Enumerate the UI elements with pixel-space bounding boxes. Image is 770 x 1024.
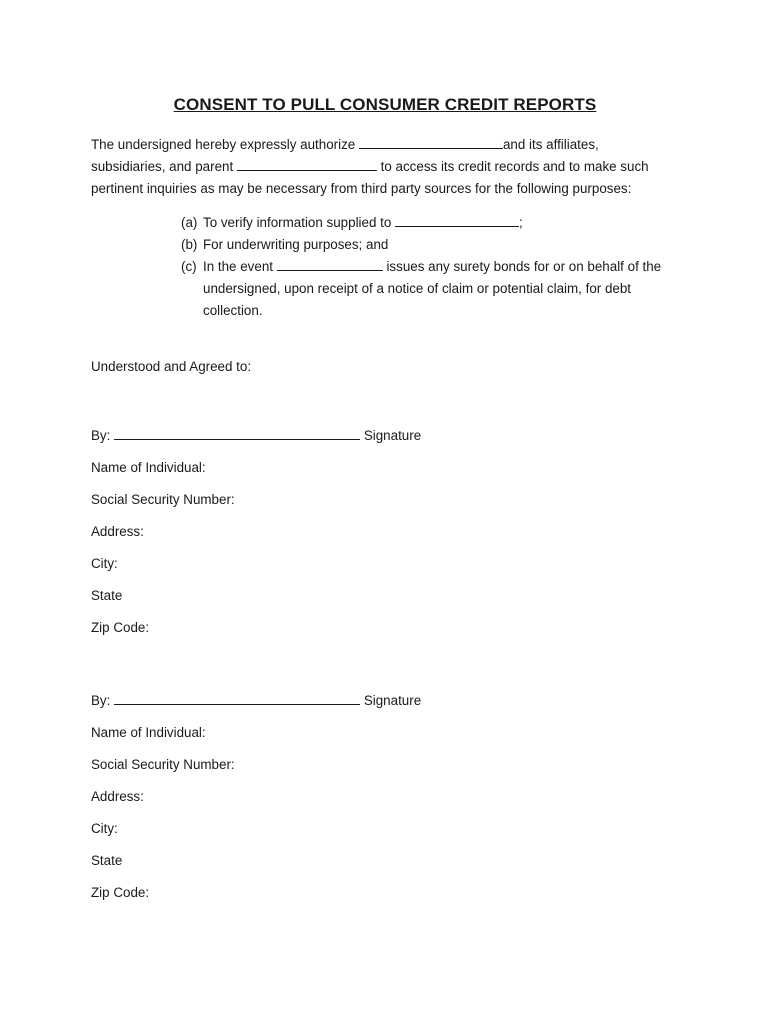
state-label: State [91, 853, 123, 868]
purpose-text: issues any surety bonds for or on behalf of the [386, 259, 662, 274]
intro-text: and its affiliates, [502, 137, 599, 152]
by-label: By: [91, 693, 111, 708]
list-item [181, 234, 701, 256]
intro-text: to access its credit records and to make such [380, 159, 649, 174]
supplied-to-blank[interactable] [395, 212, 519, 227]
intro-text: The undersigned hereby expressly authorize [91, 137, 356, 152]
purpose-text: ; [519, 215, 523, 230]
purpose-text: In the event [203, 259, 273, 274]
list-item [181, 256, 701, 322]
signature-block-2 [91, 690, 591, 914]
address-label: Address: [91, 524, 144, 539]
signature-blank[interactable] [114, 690, 360, 705]
intro-text: subsidiaries, and parent [91, 159, 234, 174]
list-item-label: (c) [181, 259, 197, 274]
zip-code-label: Zip Code: [91, 620, 150, 635]
surety-party-blank[interactable] [277, 256, 383, 271]
signature-line [91, 425, 591, 457]
list-item-label: (a) [181, 215, 198, 230]
city-label: City: [91, 821, 118, 836]
list-item-text [203, 212, 701, 234]
intro-line-3 [91, 178, 691, 200]
name-of-individual-label: Name of Individual: [91, 460, 206, 475]
authorized-party-blank[interactable] [359, 134, 503, 149]
purpose-text: collection. [203, 303, 263, 318]
intro-paragraph [91, 134, 691, 200]
purposes-list [181, 212, 701, 322]
signature-label: Signature [363, 693, 422, 708]
understood-label: Understood and Agreed to: [91, 359, 252, 374]
list-item-text [203, 256, 701, 322]
by-label: By: [91, 428, 111, 443]
signature-line [91, 690, 591, 722]
signature-label: Signature [363, 428, 422, 443]
state-label: State [91, 588, 123, 603]
intro-line-2 [91, 156, 691, 178]
document-title: CONSENT TO PULL CONSUMER CREDIT REPORTS [173, 95, 597, 114]
list-item-text: For underwriting purposes; and [203, 237, 389, 252]
ssn-label: Social Security Number: [91, 757, 235, 772]
signature-blank[interactable] [114, 425, 360, 440]
parent-blank[interactable] [237, 156, 377, 171]
intro-line-1 [91, 134, 691, 156]
signature-block-1 [91, 425, 591, 649]
list-item [181, 212, 701, 234]
purpose-line [203, 259, 661, 274]
address-label: Address: [91, 789, 144, 804]
name-of-individual-label: Name of Individual: [91, 725, 206, 740]
ssn-label: Social Security Number: [91, 492, 235, 507]
purpose-text: To verify information supplied to [203, 215, 392, 230]
purpose-text: undersigned, upon receipt of a notice of claim or potential claim, for debt [203, 281, 632, 296]
city-label: City: [91, 556, 118, 571]
list-item-label: (b) [181, 237, 198, 252]
intro-text: pertinent inquiries as may be necessary from third party sources for the following purposes: [91, 181, 632, 196]
zip-code-label: Zip Code: [91, 885, 150, 900]
